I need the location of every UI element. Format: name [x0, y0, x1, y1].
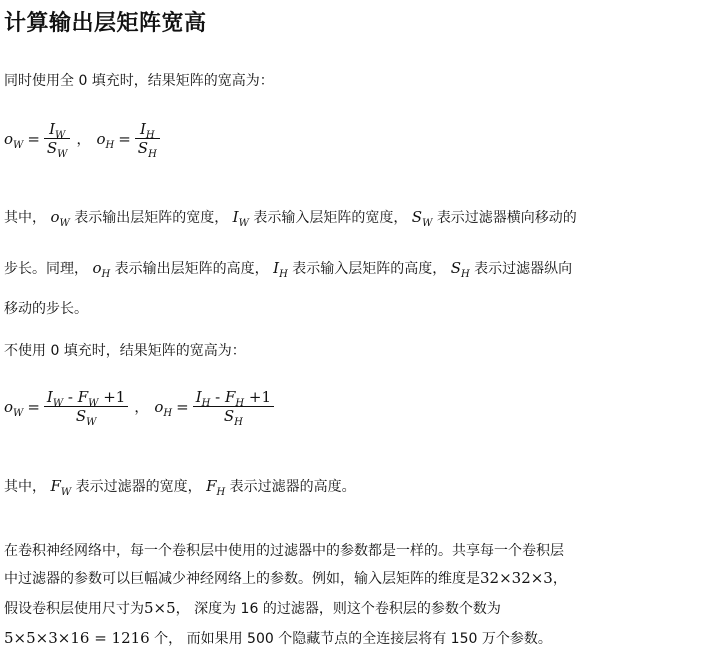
- formula-without-padding: $o_W$ = $\frac{I_W - F_W +1}{S_W}$ ， $o_H$ = $\frac{I_H - F_H +1}{S_H}$: [4, 388, 274, 425]
- intro-with-padding: 同时使用全 0 填充时，结果矩阵的宽高为：: [4, 73, 274, 89]
- desc-line-1: 其中， $o_W$ 表示输出层矩阵的宽度， $I_W$ 表示输入层矩阵的宽度， $S_W$ 表示过滤器横向移动的: [4, 208, 577, 229]
- params-line-4: 5×5×3×16 = 1216 个， 而如果用 500 个隐藏节点的全连接层将有 150 万个参数。: [4, 629, 552, 647]
- page-title: 计算输出层矩阵宽高: [4, 11, 207, 36]
- formula-separator: ，: [76, 131, 91, 148]
- desc-without-padding: 其中， $F_W$ 表示过滤器的宽度， $F_H$ 表示过滤器的高度。: [4, 477, 356, 498]
- desc-line-3: 移动的步长。: [4, 301, 88, 317]
- params-line-2: 中过滤器的参数可以巨幅减少神经网络上的参数。例如，输入层矩阵的维度是32×32×3，: [4, 569, 567, 587]
- formula-with-padding: $o_W$ = $\frac{I_W}{S_W}$ ， $o_H$ = $\frac{I_H}{S_H}$: [4, 120, 160, 157]
- params-line-1: 在卷积神经网络中，每一个卷积层中使用的过滤器中的参数都是一样的。共享每一个卷积层: [4, 543, 564, 559]
- symbol-ow: $o_W$: [4, 129, 24, 151]
- params-line-3: 假设卷积层使用尺寸为5×5， 深度为 16 的过滤器，则这个卷积层的参数个数为: [4, 599, 501, 617]
- desc-line-2: 步长。同理， $o_H$ 表示输出层矩阵的高度， $I_H$ 表示输入层矩阵的高度， $S_H$ 表示过滤器纵向: [4, 259, 573, 280]
- intro-without-padding: 不使用 0 填充时，结果矩阵的宽高为：: [4, 343, 246, 359]
